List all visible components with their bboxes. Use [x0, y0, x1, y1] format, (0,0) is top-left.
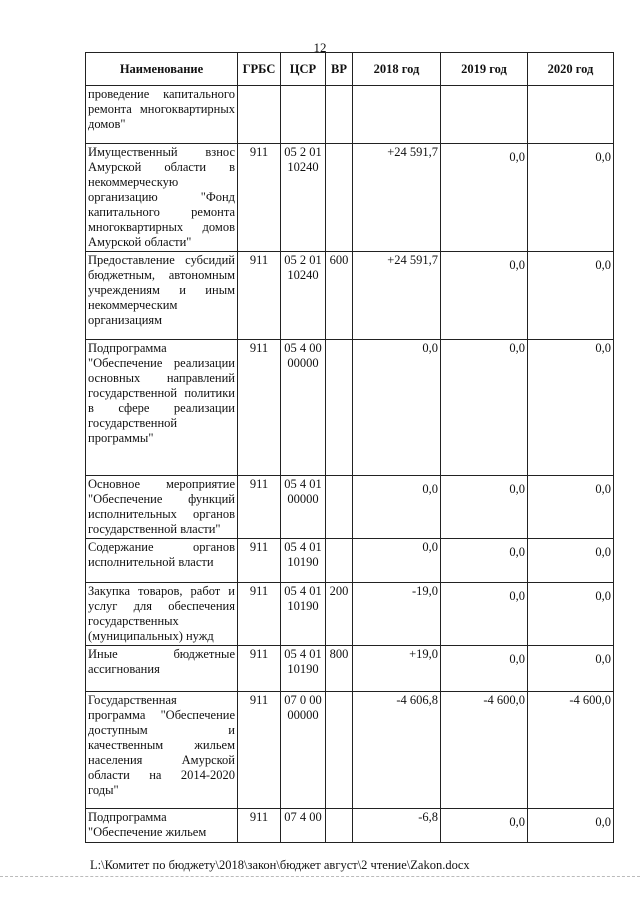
table-row [86, 144, 614, 252]
table-row [86, 539, 614, 583]
footer-file-path: L:\Комитет по бюджету\2018\закон\бюджет август\2 чтение\Zakon.docx [90, 858, 470, 872]
row-csr: 07 4 00 [281, 809, 326, 843]
row-2018: -19,0 [353, 583, 441, 646]
row-vr [326, 692, 353, 809]
row-name: Содержание органов исполнительной власти [86, 539, 238, 583]
row-csr: 07 0 00 00000 [281, 692, 326, 809]
row-name: Государственная программа "Обеспечение доступным и качественным жильем населения Амурской области на 2014-2020 годы" [86, 692, 238, 809]
row-2019: 0,0 [441, 252, 528, 340]
row-vr: 800 [326, 646, 353, 692]
row-2020: -4 600,0 [528, 692, 614, 809]
row-name: Имущественный взнос Амурской области в некоммерческую организацию "Фонд капитального ремонта многоквартирных домов Амурской области" [86, 144, 238, 252]
row-grbs: 911 [238, 692, 281, 809]
row-2020: 0,0 [528, 583, 614, 646]
row-2018 [353, 86, 441, 144]
row-2018: +24 591,7 [353, 252, 441, 340]
header-vr: ВР [326, 53, 353, 86]
row-csr: 05 4 01 00000 [281, 476, 326, 539]
row-2020 [528, 86, 614, 144]
row-csr [281, 86, 326, 144]
row-csr: 05 4 00 00000 [281, 340, 326, 476]
row-2018: -4 606,8 [353, 692, 441, 809]
table-row [86, 692, 614, 809]
table-row [86, 86, 614, 144]
row-grbs: 911 [238, 583, 281, 646]
row-vr: 200 [326, 583, 353, 646]
row-grbs: 911 [238, 340, 281, 476]
row-2019: 0,0 [441, 646, 528, 692]
row-vr [326, 539, 353, 583]
table-row [86, 809, 614, 843]
table-row [86, 583, 614, 646]
header-csr: ЦСР [281, 53, 326, 86]
row-2020: 0,0 [528, 340, 614, 476]
row-vr [326, 809, 353, 843]
row-name: проведение капитального ремонта многоквартирных домов" [86, 86, 238, 144]
header-2020: 2020 год [528, 53, 614, 86]
row-2020: 0,0 [528, 646, 614, 692]
row-2018: -6,8 [353, 809, 441, 843]
row-2019: -4 600,0 [441, 692, 528, 809]
row-name: Основное мероприятие "Обеспечение функций исполнительных органов государственной власти" [86, 476, 238, 539]
row-2019 [441, 86, 528, 144]
table-row [86, 340, 614, 476]
row-2019: 0,0 [441, 144, 528, 252]
row-2018: 0,0 [353, 539, 441, 583]
budget-table [85, 52, 614, 843]
row-2019: 0,0 [441, 476, 528, 539]
row-grbs [238, 86, 281, 144]
row-2020: 0,0 [528, 476, 614, 539]
row-name: Подпрограмма "Обеспечение жильем [86, 809, 238, 843]
row-grbs: 911 [238, 539, 281, 583]
row-vr [326, 340, 353, 476]
row-2019: 0,0 [441, 809, 528, 843]
row-2020: 0,0 [528, 252, 614, 340]
row-grbs: 911 [238, 476, 281, 539]
table-row [86, 646, 614, 692]
row-csr: 05 2 01 10240 [281, 252, 326, 340]
header-2019: 2019 год [441, 53, 528, 86]
header-2018: 2018 год [353, 53, 441, 86]
row-2018: +19,0 [353, 646, 441, 692]
header-grbs: ГРБС [238, 53, 281, 86]
table-header-row [86, 53, 614, 86]
row-vr [326, 86, 353, 144]
header-name: Наименование [86, 53, 238, 86]
row-name: Подпрограмма "Обеспечение реализации основных направлений государственной политики в сфере реализации государственной программы" [86, 340, 238, 476]
table-row [86, 252, 614, 340]
page-number: 12 [313, 40, 327, 55]
row-grbs: 911 [238, 252, 281, 340]
row-2020: 0,0 [528, 144, 614, 252]
row-2018: 0,0 [353, 476, 441, 539]
row-vr: 600 [326, 252, 353, 340]
row-2019: 0,0 [441, 340, 528, 476]
row-2018: +24 591,7 [353, 144, 441, 252]
row-csr: 05 2 01 10240 [281, 144, 326, 252]
table-row [86, 476, 614, 539]
row-csr: 05 4 01 10190 [281, 539, 326, 583]
row-2019: 0,0 [441, 539, 528, 583]
row-name: Закупка товаров, работ и услуг для обеспечения государственных (муниципальных) нужд [86, 583, 238, 646]
row-name: Предоставление субсидий бюджетным, автономным учреждениям и иным некоммерческим организациям [86, 252, 238, 340]
row-csr: 05 4 01 10190 [281, 646, 326, 692]
row-2018: 0,0 [353, 340, 441, 476]
row-2019: 0,0 [441, 583, 528, 646]
row-vr [326, 476, 353, 539]
row-grbs: 911 [238, 144, 281, 252]
row-name: Иные бюджетные ассигнования [86, 646, 238, 692]
row-2020: 0,0 [528, 539, 614, 583]
row-2020: 0,0 [528, 809, 614, 843]
row-csr: 05 4 01 10190 [281, 583, 326, 646]
bottom-divider [0, 876, 640, 877]
row-vr [326, 144, 353, 252]
row-grbs: 911 [238, 646, 281, 692]
row-grbs: 911 [238, 809, 281, 843]
